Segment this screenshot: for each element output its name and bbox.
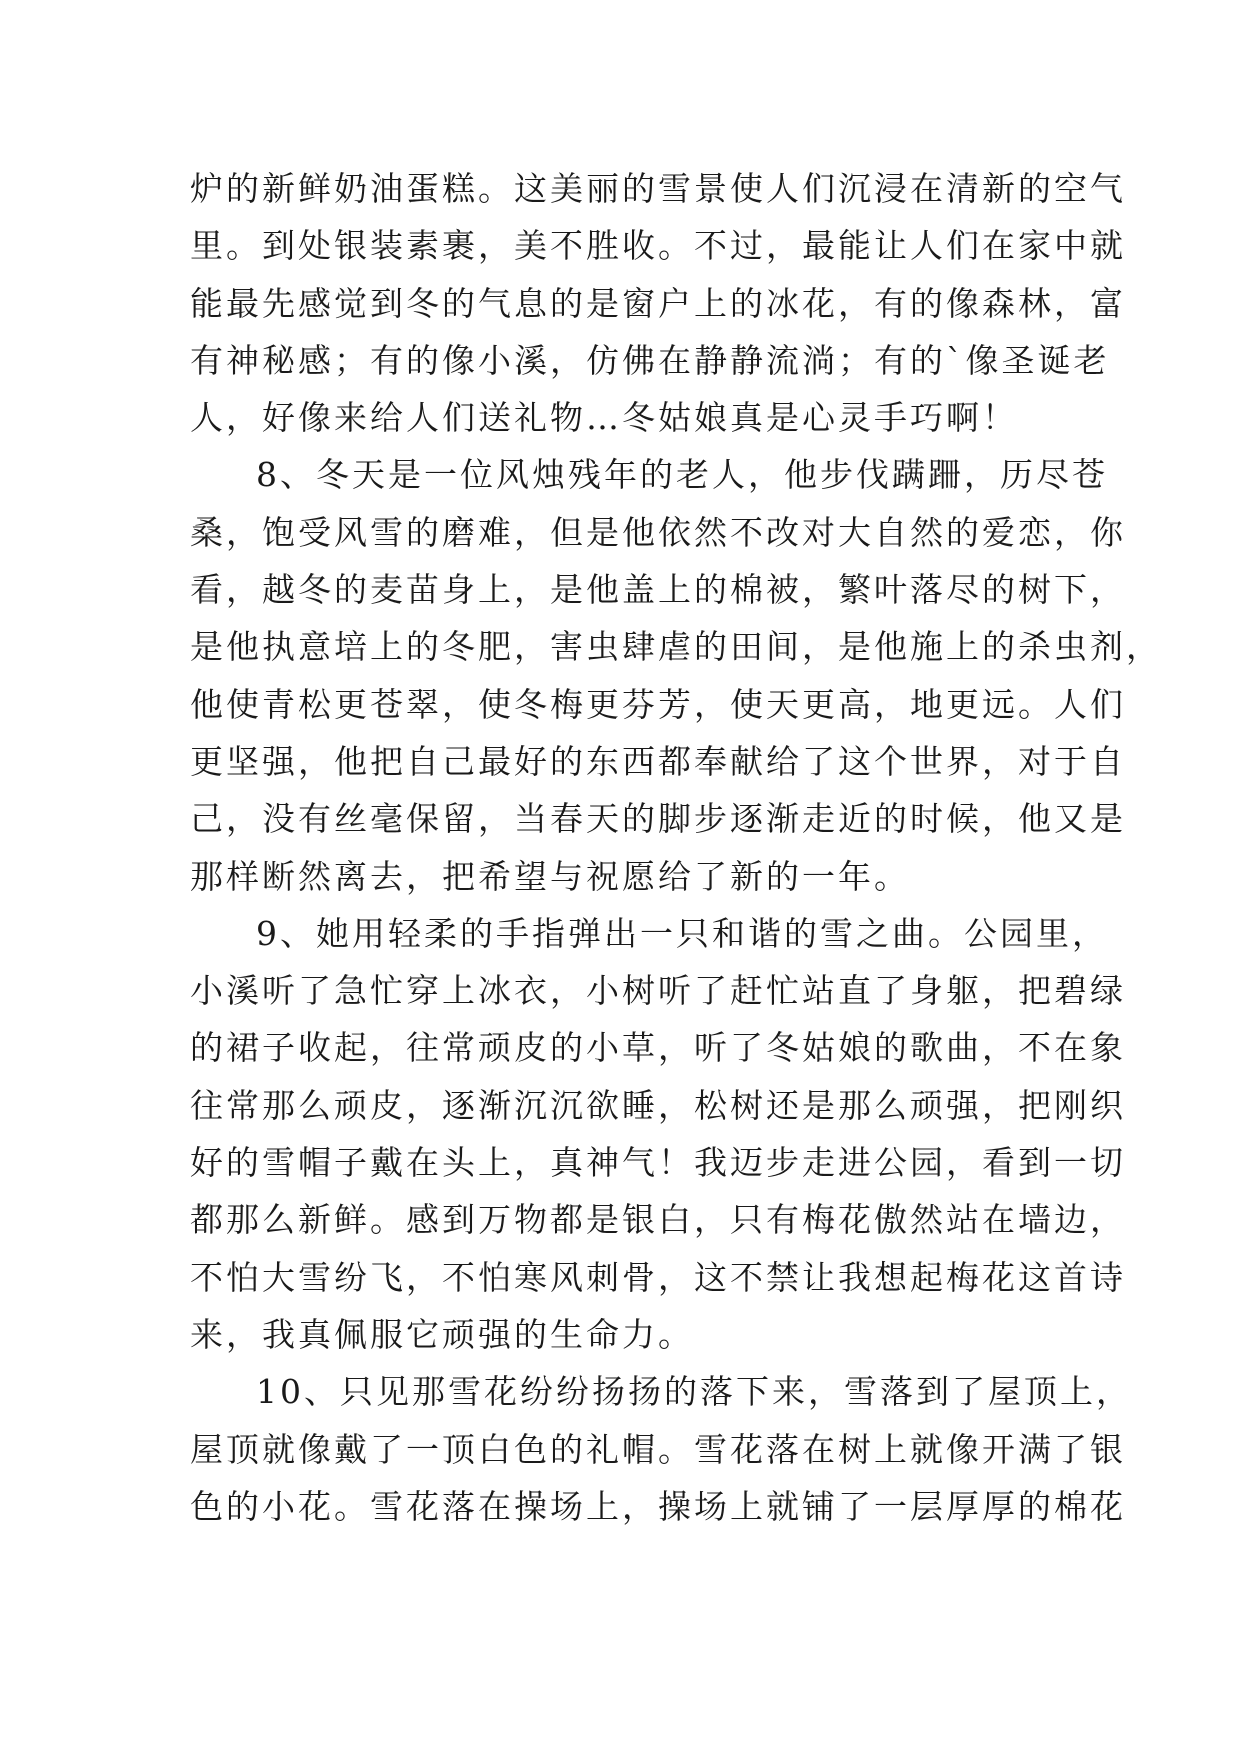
text-line: 往常那么顽皮，逐渐沉沉欲睡，松树还是那么顽强，把刚织 bbox=[190, 1085, 1126, 1125]
text-line: 9、她用轻柔的手指弹出一只和谐的雪之曲。公园里， bbox=[256, 913, 1108, 953]
text-line: 好的雪帽子戴在头上，真神气！我迈步走进公园，看到一切 bbox=[190, 1143, 1126, 1183]
text-line: 己，没有丝毫保留，当春天的脚步逐渐走近的时候，他又是 bbox=[190, 799, 1126, 839]
text-line: 那样断然离去，把希望与祝愿给了新的一年。 bbox=[190, 856, 910, 896]
text-line: 更坚强，他把自己最好的东西都奉献给了这个世界，对于自 bbox=[190, 741, 1126, 781]
text-line: 屋顶就像戴了一顶白色的礼帽。雪花落在树上就像开满了银 bbox=[190, 1429, 1126, 1469]
text-line: 都那么新鲜。感到万物都是银白，只有梅花傲然站在墙边， bbox=[190, 1200, 1126, 1240]
text-line: 能最先感觉到冬的气息的是窗户上的冰花，有的像森林，富 bbox=[190, 283, 1126, 323]
text-line: 的裙子收起，往常顽皮的小草，听了冬姑娘的歌曲，不在象 bbox=[190, 1028, 1126, 1068]
text-line: 炉的新鲜奶油蛋糕。这美丽的雪景使人们沉浸在清新的空气 bbox=[190, 169, 1126, 208]
text-line: 色的小花。雪花落在操场上，操场上就铺了一层厚厚的棉花 bbox=[190, 1486, 1126, 1526]
text-line: 来，我真佩服它顽强的生命力。 bbox=[190, 1314, 694, 1354]
text-line: 不怕大雪纷飞，不怕寒风刺骨，这不禁让我想起梅花这首诗 bbox=[190, 1257, 1126, 1297]
text-line: 人，好像来给人们送礼物…冬姑娘真是心灵手巧啊！ bbox=[190, 398, 1018, 438]
text-line: 8、冬天是一位风烛残年的老人，他步伐蹒跚，历尽苍 bbox=[256, 455, 1108, 495]
text-line: 看，越冬的麦苗身上，是他盖上的棉被，繁叶落尽的树下， bbox=[190, 570, 1126, 610]
text-line: 里。到处银装素裹，美不胜收。不过，最能让人们在家中就 bbox=[190, 226, 1126, 266]
text-line: 是他执意培上的冬肥，害虫肆虐的田间，是他施上的杀虫剂， bbox=[190, 627, 1162, 667]
document-body bbox=[190, 160, 1162, 1535]
text-line: 有神秘感；有的像小溪，仿佛在静静流淌；有的`像圣诞老 bbox=[190, 340, 1110, 380]
text-line: 小溪听了急忙穿上冰衣，小树听了赶忙站直了身躯，把碧绿 bbox=[190, 971, 1126, 1011]
text-line: 10、只见那雪花纷纷扬扬的落下来，雪落到了屋顶上， bbox=[256, 1372, 1132, 1412]
text-line: 桑，饱受风雪的磨难，但是他依然不改对大自然的爱恋，你 bbox=[190, 512, 1126, 552]
text-line: 他使青松更苍翠，使冬梅更芬芳，使天更高，地更远。人们 bbox=[190, 684, 1126, 724]
